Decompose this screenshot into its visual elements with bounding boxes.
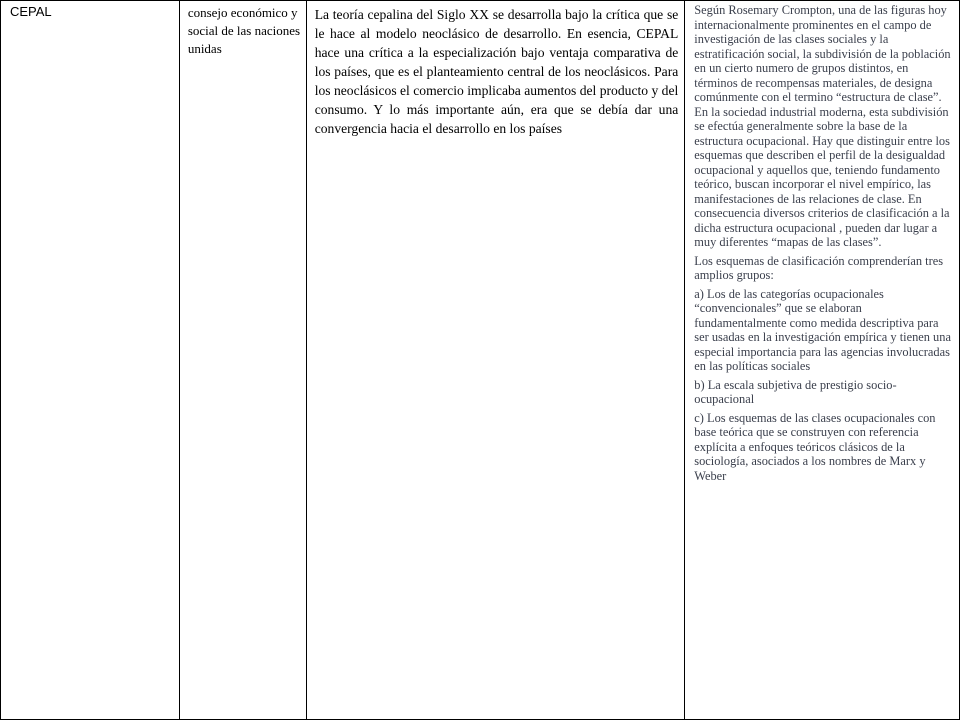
notes-paragraph: a) Los de las categorías ocupacionales “convencionales” que se elaboran fundamentalmente como medida descriptiva para ser usadas en la investigación empírica y tienen una especial importancia para las agencias involucradas en las políticas sociales [694,286,951,373]
full-name-text: consejo económico y social de las naciones unidas [187,5,301,56]
notes-paragraph: b) La escala subjetiva de prestigio socio-ocupacional [694,377,897,406]
notes-paragraph: Los esquemas de clasificación comprenderían tres amplios grupos: [694,253,944,282]
description-cell [307,1,686,720]
notes-cell [685,1,960,720]
notes-paragraph: Según Rosemary Crompton, una de las figuras hoy internacionalmente prominentes en el campo de investigación de las clases sociales y la estratificación social, la subdivisión de la población en un cierto numero de grupos distintos, en términos de recompensas materiales, de designa comúnmente con el termino “estructura de clase”. En la sociedad industrial moderna, esta subdivisión se efectúa generalmente sobre la base de la estructura ocupacional. Hay que distinguir entre los esquemas que describen el perfil de la desigualdad ocupacional y aquellos que, teniendo fundamento teórico, buscan incorporar el nivel empírico, las manifestaciones de las relaciones de clase. En consecuencia diversos criterios de clasificación a la dicha estructura ocupacional , pueden dar lugar a muy diferentes “mapas de las clases”. [694,3,951,249]
description-text: La teoría cepalina del Siglo XX se desarrolla bajo la crítica que se le hace al modelo neoclásico de desarrollo. En esencia, CEPAL hace una crítica a la especialización bajo ventaja comparativa de los países, que es el planteamiento central de los neoclásicos. Para los neoclásicos el comercio implicaba aumentos del producto y del consumo. Y lo más importante aún, era que se debía dar una convergencia hacia el desarrollo en los países [314,7,679,136]
notes-paragraph: c) Los esquemas de las clases ocupacionales con base teórica que se construyen con referencia explícita a enfoques teóricos clásicos de la sociología, asociados a los nombres de Marx y Weber [694,410,936,483]
acronym-text: CEPAL [10,4,52,19]
acronym-cell [1,1,180,720]
full-name-cell [180,1,307,720]
